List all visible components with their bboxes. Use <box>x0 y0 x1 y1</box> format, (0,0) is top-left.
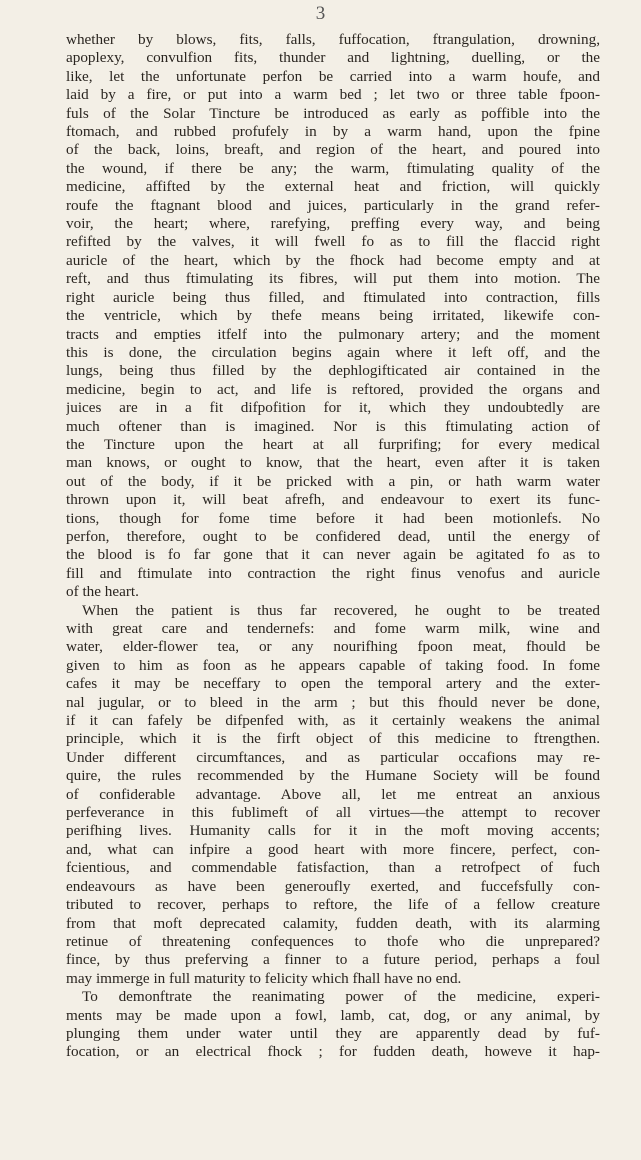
text-line: refifted by the valves, it will fwell fo as to fill the flaccid right <box>66 233 600 251</box>
text-line: To demonftrate the reanimating power of the medicine, experi- <box>82 988 600 1006</box>
text-line: like, let the unfortunate perfon be carried into a warm houfe, and <box>66 67 600 85</box>
text-line: auricle of the heart, which by the fhock had become empty and at <box>66 251 600 269</box>
text-line: endeavours as have been generoufly exerted, and fuccefsfully con- <box>66 877 600 895</box>
text-line: focation, or an electrical fhock ; for fudden death, howeve it hap- <box>66 1043 600 1061</box>
text-line: whether by blows, fits, falls, fuffocation, ftrangulation, drowning, <box>66 31 600 48</box>
text-line: lungs, being thus filled by the dephlogifticated air contained in the <box>66 362 600 380</box>
text-line: fill and ftimulate into contraction the right finus venofus and auricle <box>66 564 600 582</box>
text-line: the ventricle, which by thefe means being irritated, likewife con- <box>66 307 600 325</box>
text-line: the wound, if there be any; the warm, ftimulating quality of the <box>66 159 600 177</box>
text-line: tions, though for fome time before it had been motionlefs. No <box>66 509 600 527</box>
text-line: the blood is fo far gone that it can never again be agitated fo as to <box>66 546 600 564</box>
text-line: tributed to recover, perhaps to reftore, the life of a fellow creature <box>66 896 600 914</box>
text-line: nal jugular, or to bleed in the arm ; but this fhould never be done, <box>66 693 600 711</box>
text-line: ments may be made upon a fowl, lamb, cat, dog, or any animal, by <box>66 1006 600 1024</box>
text-line: fuls of the Solar Tincture be introduced as early as poffible into the <box>66 104 600 122</box>
page-number: 3 <box>315 3 326 24</box>
text-line: fince, by thus preferving a finner to a future period, perhaps a foul <box>66 951 600 969</box>
text-line: and, what can infpire a good heart with more fincere, perfect, con- <box>66 840 600 858</box>
text-line: medicine, begin to act, and life is reftored, provided the organs and <box>66 380 600 398</box>
body-text <box>66 31 600 1062</box>
text-line: laid by a fire, or put into a warm bed ; let two or three table fpoon- <box>66 86 600 104</box>
text-line: may immerge in full maturity to felicity which fhall have no end. <box>66 969 462 987</box>
text-line: with great care and tendernefs: and fome warm milk, wine and <box>66 620 600 637</box>
text-line: of the back, loins, breaft, and region of the heart, and poured into <box>66 141 600 159</box>
text-line: apoplexy, convulfion fits, thunder and lightning, duelling, or the <box>66 49 600 67</box>
text-line: fcientious, and commendable fatisfaction, than a retrofpect of fuch <box>66 859 600 877</box>
text-line: quire, the rules recommended by the Humane Society will be found <box>66 767 600 785</box>
text-line: juices are in a fit difpofition for it, which they undoubtedly are <box>66 399 600 417</box>
text-line: principle, which it is the firft object of this medicine to ftrengthen. <box>66 730 600 748</box>
text-line: When the patient is thus far recovered, he ought to be treated <box>82 601 600 619</box>
text-line: roufe the ftagnant blood and juices, particularly in the grand refer- <box>66 196 600 214</box>
text-line: perfon, therefore, ought to be confidered dead, until the energy of <box>66 527 600 545</box>
text-line: ftomach, and rubbed profufely in by a warm hand, upon the fpine <box>66 123 600 141</box>
text-line: out of the body, if it be pricked with a pin, or hath warm water <box>66 472 600 490</box>
text-line: if it can fafely be difpenfed with, as it certainly weakens the animal <box>66 712 600 730</box>
text-line: of confiderable advantage. Above all, let me entreat an anxious <box>66 785 600 803</box>
text-line: plunging them under water until they are apparently dead by fuf- <box>66 1024 600 1042</box>
text-line: of the heart. <box>66 583 139 601</box>
text-line: thrown upon it, will beat afrefh, and endeavour to exert its func- <box>66 491 600 509</box>
text-line: perifhing lives. Humanity calls for it in the moft moving accents; <box>66 822 600 840</box>
text-line: tracts and empties itfelf into the pulmonary artery; and the moment <box>66 325 600 343</box>
text-line: voir, the heart; where, rarefying, preffing every way, and being <box>66 215 600 233</box>
text-line: retinue of threatening confequences to thofe who die unprepared? <box>66 932 600 950</box>
text-line: cafes it may be neceffary to open the temporal artery and the exter- <box>66 675 600 693</box>
text-line: Under different circumftances, and as particular occafions may re- <box>66 748 600 766</box>
text-line: water, elder-flower tea, or any nourifhing fpoon meat, fhould be <box>66 638 600 656</box>
text-line: from that moft deprecated calamity, fudden death, with its alarming <box>66 914 600 932</box>
text-line: reft, and thus ftimulating its fibres, will put them into motion. The <box>66 270 600 288</box>
text-line: perfeverance in this fublimeft of all virtues—the attempt to recover <box>66 804 600 822</box>
text-line: much oftener than is imagined. Nor is this ftimulating action of <box>66 417 600 435</box>
text-line: this is done, the circulation begins again where it left off, and the <box>66 343 600 361</box>
text-line: medicine, affifted by the external heat and friction, will quickly <box>66 178 600 196</box>
text-line: given to him as foon as he appears capable of taking food. In fome <box>66 656 600 674</box>
text-line: right auricle being thus filled, and ftimulated into contraction, fills <box>66 288 600 306</box>
text-line: man knows, or ought to know, that the heart, even after it is taken <box>66 454 600 472</box>
text-line: the Tincture upon the heart at all furprifing; for every medical <box>66 435 600 453</box>
